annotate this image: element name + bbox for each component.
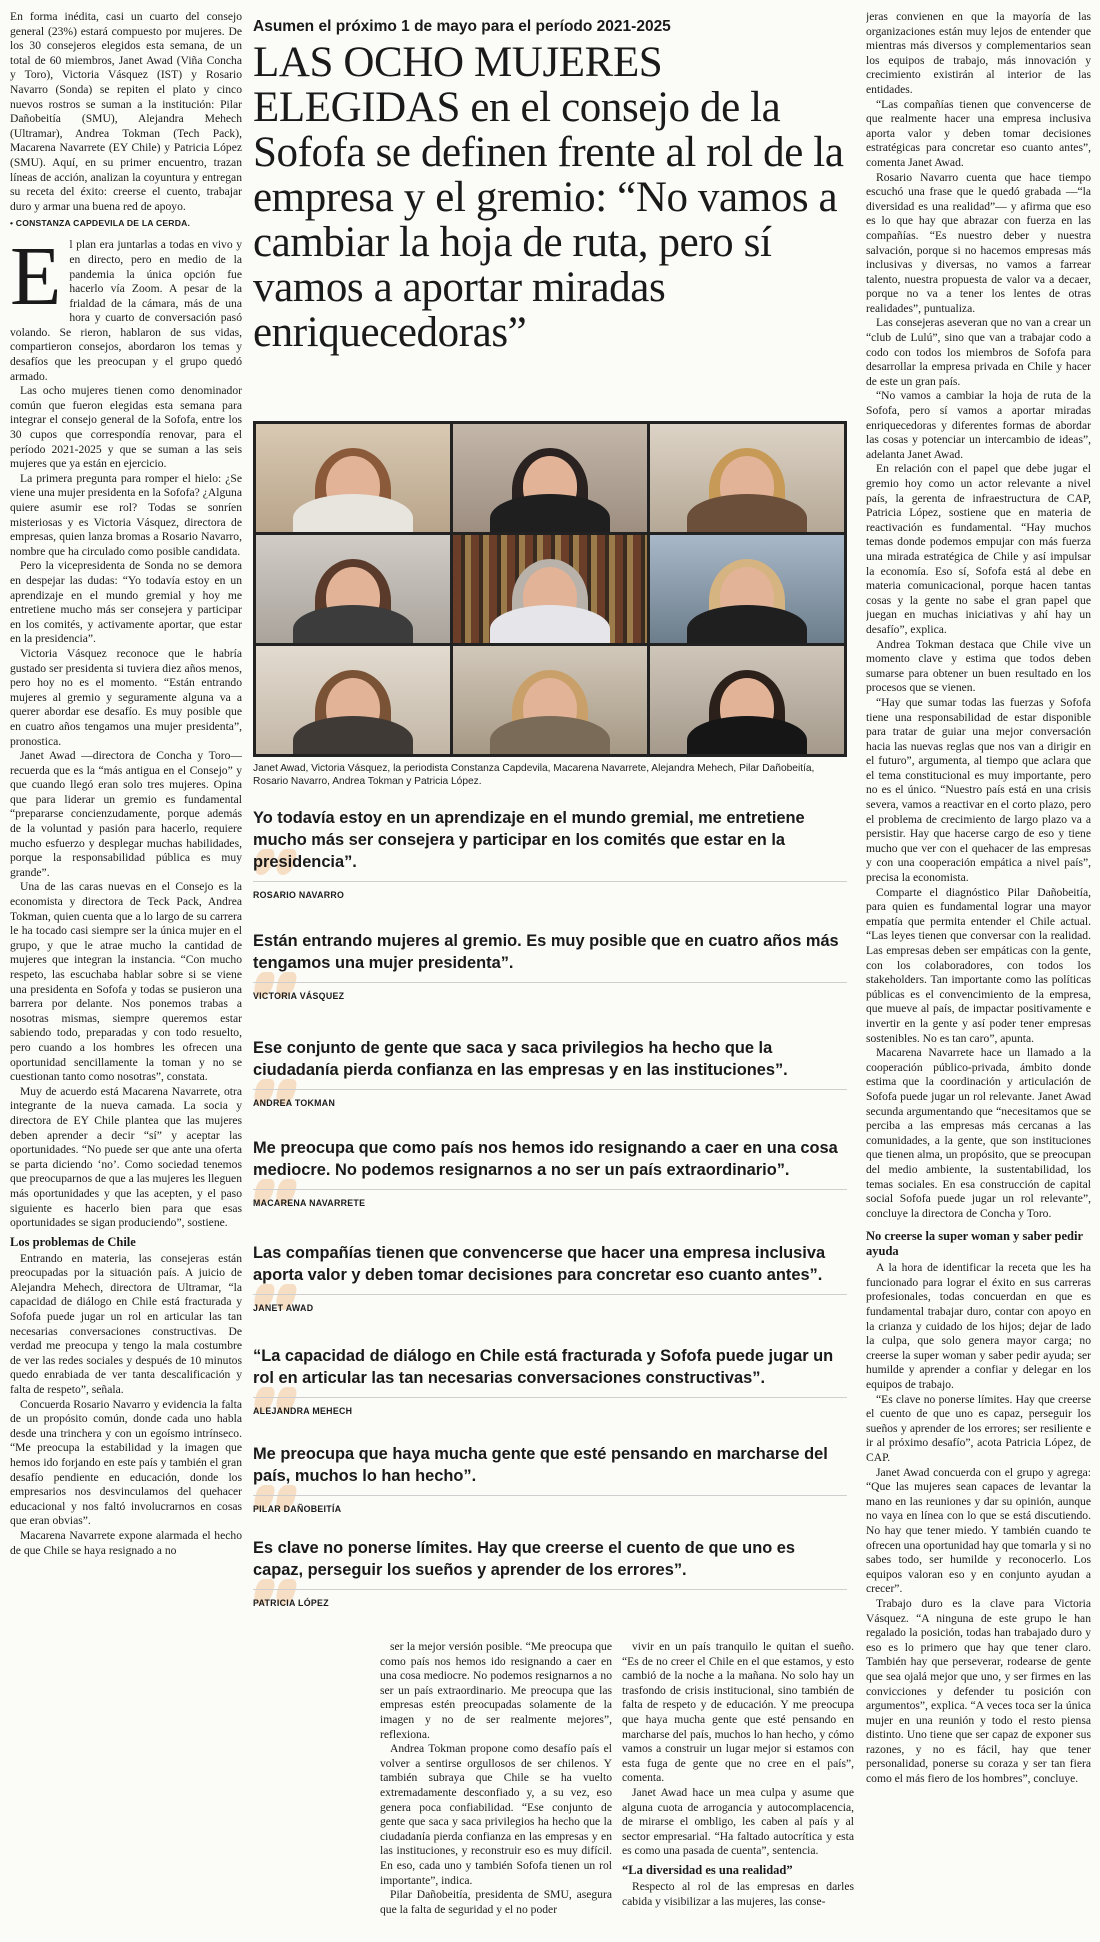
photo-tile — [256, 535, 450, 643]
quote-divider — [253, 1397, 847, 1398]
body-paragraph: Andrea Tokman propone como desafío país el volver a sentirse orgullosos de ser chilenos. Y también subraya que Chile se ha vuelto extremadamente desconfiado y, a su vez, eso genera poca confiabilidad. “Ese conjunto de gente que saca y saca privilegios ha hecho que la ciudadanía pierda confianza en las empresas y en las instituciones, y reconstruir eso es muy difícil. En eso, cada uno y también Sofofa tienen un rol importante”, indica. — [380, 1742, 612, 1887]
quote-divider — [253, 982, 847, 983]
byline: • CONSTANZA CAPDEVILA DE LA CERDA. — [10, 218, 191, 229]
subheading-superwoman: No creerse la super woman y saber pedir ayuda — [866, 1229, 1083, 1259]
column-center-left — [380, 1640, 612, 1936]
photo-tile — [650, 424, 844, 532]
quote-divider — [253, 1589, 847, 1590]
subheading-diversidad: “La diversidad es una realidad” — [622, 1862, 793, 1877]
headline-rest: en el consejo de la Sofofa se definen frente al rol de la empresa y el gremio: “No vamos a cambiar la hoja de ruta, pero sí vamos a aportar miradas enriquecedoras” — [253, 84, 844, 356]
drop-cap: E — [10, 230, 62, 324]
quote-author: ROSARIO NAVARRO — [253, 890, 345, 900]
body-paragraph: Comparte el diagnóstico Pilar Dañobeitía, para quien es fundamental lograr una mayor empatía que permita entender el Chile actual. “Las leyes tienen que conversar con la realidad. Las empresas deben ser empáticas con la gente, con los colaboradores, con todos los stakeholders. Tan importante como las políticas públicas es el convencimiento de la empresa, que mueve al país, de impactar positivamente e invertir en la gente y así poder tener empresas sostenibles. No es tan caro”, apunta. — [866, 885, 1091, 1045]
pull-quote — [253, 1537, 847, 1608]
quote-text: “La capacidad de diálogo en Chile está fracturada y Sofofa puede jugar un rol en articular las tan necesarias conversaciones constructivas”. — [253, 1347, 834, 1387]
body-paragraph: Trabajo duro es la clave para Victoria Vásquez. “A ninguna de este grupo le han regalado la posición, todas han trabajado duro y eso es lo primero que hay que tener claro. También hay que perseverar, rodearse de gente que sea ojalá mejor que uno, y ser firmes en las convicciones y defender tu posición con argumentos”, explica. “A veces toca ser la única mujer en una reunión y todo el resto piensa distinto. Uno tiene que ser capaz de exponer sus razones, y no es fácil, hay que tener personalidad, ponerse su coraza y ser tan fiera como el más fiero de los hombres”, concluye. — [866, 1596, 1091, 1786]
body-paragraph: Entrando en materia, las consejeras están preocupadas por la situación país. A juicio de Alejandra Mehech, directora de Ultramar, “la capacidad de diálogo en Chile está fracturada y Sofofa puede jugar un rol en articular las tan necesarias conversaciones constructivas. De verdad me preocupa y tengo la mala costumbre de ver las redes sociales y después de 10 minutos quedo enrabiada de ver tanta descalificación y falta de respeto”, señala. — [10, 1251, 242, 1397]
body-paragraph: Pilar Dañobeitía, presidenta de SMU, asegura que la falta de seguridad y el no poder — [380, 1888, 612, 1916]
quote-author: JANET AWAD — [253, 1303, 314, 1313]
photo-tile — [453, 646, 647, 754]
body-paragraph: “Hay que sumar todas las fuerzas y Sofofa tiene una responsabilidad de estar disponible para tratar de guiar una mejor conversación hacia las nuevas reglas que nos van a dirigir en el futuro”, argumenta, al tiempo que aclara que el tema constitucional es muy importante, pero no es el único. “Nuestro país está en una crisis severa, vamos a reactivar en el corto plazo, pero el problema de crecimiento de largo plazo va a persistir. Hay que hacerse cargo de eso y tiene mucho que ver con el quehacer de las empresas y con una cooperación empática a nivel país”, precisa la economista. — [866, 695, 1091, 885]
quote-divider — [253, 1495, 847, 1496]
body-paragraph: En relación con el papel que debe jugar el gremio hoy como un actor relevante a nivel país, la gerenta de infraestructura de CAP, Patricia López, sostiene que en materia de reactivación es fundamental. “Hay muchos temas donde podemos empujar con más fuerza una mirada estratégica de Chile y así impulsar la economía. Eso sí, Sofofa está al debe en materia comunicacional, porque hacen tantas cosas y la gente no sabe el gran papel que juegan en muchas iniciativas y ahí hay un desafío”, explica. — [866, 462, 1091, 636]
body-paragraph: vivir en un país tranquilo le quitan el sueño. “Es de no creer el Chile en el que estamos, y esto cambió de la noche a la mañana. No solo hay un trasfondo de crisis institucional, sino también de falta de respeto y de educación. Y me preocupa que haya mucha gente que esté pensando en marcharse del país, muchos lo han hecho, y cómo vamos a construir un lugar mejor si estamos con esta fuga de gente que no cree en el país”, comenta. — [622, 1640, 854, 1785]
zoom-photo — [253, 421, 847, 757]
photo-tile — [256, 646, 450, 754]
body-paragraph: Pero la vicepresidenta de Sonda no se demora en despejar las dudas: “Yo todavía estoy en un aprendizaje en el mundo gremial y hoy me entretiene mucho más ser consejera y participar en los comités, y activamente aportar, que estar en la presidencia”. — [10, 559, 242, 646]
body-paragraph: Las consejeras aseveran que no van a crear un “club de Lulú”, sino que van a trabajar codo a codo con todos los miembros de Sofofa para desarrollar la empresa privada en Chile y hacer de este un gran país. — [866, 316, 1091, 388]
body-paragraph: Una de las caras nuevas en el Consejo es la economista y directora de Teck Pack, Andrea Tokman, quien cuenta que a lo largo de su carrera le ha tocado casi siempre ser la única mujer en el grupo, y que le atrae mucho la cantidad de mujeres que integran la instancia. “Con mucho respeto, las escuchaba hablar sobre si se viene una presidenta en Sofofa y todas se pusieron una barrera por delante. Nos ponemos trabas a nosotras mismas, siempre queremos estar sabiendo todo, preparadas y con todo resuelto, pero cuando a los hombres les ofrecen una oportunidad sencillamente la toman y no se cuestionan tanto como nosotras”, constata. — [10, 880, 242, 1084]
pull-quote — [253, 1443, 847, 1514]
headline-bold: LAS OCHO MUJERES ELEGIDAS — [253, 39, 663, 131]
pull-quote — [253, 807, 847, 900]
body-paragraph: Macarena Navarrete hace un llamado a la cooperación público-privada, ámbito donde estima que la coordinación y articulación de Sofofa puede jugar un rol relevante. Janet Awad secunda argumentando que “necesitamos que se perciba a las empresas más cercanas a las comunidades, a la gente, que son instituciones que tienen alma, un propósito, que se preocupan del medio ambiente, la sustentabilidad, los temas sociales. En esa construcción de capital social Sofofa puede jugar un rol relevante”, concluye la directora de Concha y Toro. — [866, 1046, 1091, 1220]
body-paragraph: “Es clave no ponerse límites. Hay que creerse el cuento de que uno es capaz, perseguir los sueños y aprender de los errores; ser resiliente e ir al próximo desafío”, acota Patricia López, de CAP. — [866, 1392, 1091, 1464]
column-left — [10, 10, 242, 1935]
pull-quote — [253, 930, 847, 1001]
body-paragraph: Muy de acuerdo está Macarena Navarrete, otra integrante de la nueva camada. La socia y directora de EY Chile plantea que las mujeres deben aprender a decir “sí” y aceptar las oportunidades. “No puede ser que ante una oferta se parta diciendo ‘no’. Como sociedad tenemos que preocuparnos de que a las mujeres les lleguen más oportunidades y que las acepten, y el paso siguiente es hacerlo bien para que esas oportunidades se sigan produciendo”, sostiene. — [10, 1084, 242, 1230]
quote-text: Ese conjunto de gente que saca y saca privilegios ha hecho que la ciudadanía pierda confianza en las empresas y en las instituciones”. — [253, 1039, 788, 1079]
quote-author: ANDREA TOKMAN — [253, 1098, 336, 1108]
photo-caption: Janet Awad, Victoria Vásquez, la periodista Constanza Capdevila, Macarena Navarrete, Alejandra Mehech, Pilar Dañobeitía, Rosario Navarro, Andrea Tokman y Patricia López. — [253, 763, 815, 787]
pull-quote — [253, 1137, 847, 1208]
subheading-problemas: Los problemas de Chile — [10, 1234, 136, 1249]
body-paragraph: A la hora de identificar la receta que les ha funcionado para lograr el éxito en sus carreras profesionales, todas concuerdan en que es fundamental trabajar duro, contar con apoyo en la crianza y cuidado de los hijos; dejar de lado la culpa, que solo genera mayor carga; no creerse la super woman y saber pedir ayuda; ser humilde y aprender a confiar y delegar en los equipos de trabajo. — [866, 1261, 1091, 1392]
pull-quote — [253, 1037, 847, 1108]
pull-quote — [253, 1345, 847, 1416]
body-paragraph: “No vamos a cambiar la hoja de ruta de la Sofofa, pero sí vamos a aportar miradas enriquecedoras y diferentes formas de abordar las cosas y potenciar un intercambio de ideas”, adelanta Janet Awad. — [866, 389, 1091, 461]
quote-divider — [253, 1189, 847, 1190]
column-right — [866, 10, 1091, 1935]
body-paragraph: Concuerda Rosario Navarro y evidencia la falta de un propósito común, donde cada uno habla desde una trinchera y con un egoísmo intrínseco. “Me preocupa la estabilidad y la imagen que hemos ido forjando en este país y también el gran desafío pendiente en educación, donde los empresarios nos desvinculamos del quehacer educacional y nos faltó involucrarnos en cosas que eran obvias”. — [10, 1397, 242, 1528]
photo-tile — [453, 535, 647, 643]
body-paragraph: Macarena Navarrete expone alarmada el hecho de que Chile se haya resignado a no — [10, 1528, 242, 1557]
quote-divider — [253, 1294, 847, 1295]
body-paragraph: La primera pregunta para romper el hielo: ¿Se viene una mujer presidenta en la Sofofa? ¿Alguna quiere asumir ese rol? Todas se sonríen misteriosas y es Victoria Vásquez, directora de empresas, quien lanza bromas a Rosario Navarro, nombre que ha circulado como posible candidata. — [10, 471, 242, 558]
quote-author: PATRICIA LÓPEZ — [253, 1598, 329, 1608]
body-paragraph: Respecto al rol de las empresas en darles cabida y visibilizar a las mujeres, las conse- — [622, 1879, 854, 1908]
quote-text: Me preocupa que como país nos hemos ido resignando a caer en una cosa mediocre. No podemos resignarnos a no ser un país extraordinario”. — [253, 1139, 838, 1179]
body-paragraph: “Las compañías tienen que convencerse de que realmente hacer una empresa inclusiva aporta valor y deben tomar decisiones estratégicas para concretar eso cuanto antes”, comenta Janet Awad. — [866, 97, 1091, 169]
body-paragraph: ser la mejor versión posible. “Me preocupa que como país nos hemos ido resignando a caer en una cosa mediocre. No podemos resignarnos a no ser un país extraordinario. Me preocupa que las empresas estén preocupadas solamente de la imagen y no de ser realmente mejores”, reflexiona. — [380, 1640, 612, 1741]
body-paragraph: Janet Awad concuerda con el grupo y agrega: “Que las mujeres sean capaces de levantar la mano en las reuniones y dar su opinión, aunque no vaya en línea con lo que se está discutiendo. No hay que tener miedo. Y también cuando te ofrecen una oportunidad hay que tomarla y si no sabes todo, ser humilde y reconocerlo. Los equipos valoran eso y en conjunto ayudan a crecer”. — [866, 1465, 1091, 1596]
body-paragraph: Las ocho mujeres tienen como denominador común que fueron elegidas esta semana para integrar el consejo general de la Sofofa, entre los 30 cupos que correspondía renovar, para el período 2021-2025 y que se suman a las seis mujeres que ya están en ejercicio. — [10, 384, 242, 471]
right-first-paragraph: jeras convienen en que la mayoría de las organizaciones están muy lejos de entender que mientras más diversos y complementarios sean los equipos de trabajo, más innovación y crecimiento existirán al interior de las entidades. — [866, 10, 1091, 96]
quote-author: ALEJANDRA MEHECH — [253, 1406, 353, 1416]
body-paragraph: Janet Awad —directora de Concha y Toro— recuerda que es la “más antigua en el Consejo” y que cuando llegó eran solo tres mujeres. Opina que para liderar un gremio es fundamental “prepararse concienzudamente, porque además de la voluntad y pasión para hacerlo, requiere mucho esfuerzo y desplegar muchas habilidades, porque la responsabilidad pública es muy grande”. — [10, 749, 242, 879]
quote-author: MACARENA NAVARRETE — [253, 1198, 366, 1208]
photo-tile — [453, 424, 647, 532]
quote-text: Yo todavía estoy en un aprendizaje en el mundo gremial, me entretiene mucho más ser consejera y participar en los comités que estar en la presidencia”. — [253, 809, 805, 871]
quote-text: Están entrando mujeres al gremio. Es muy posible que en cuatro años más tengamos una mujer presidenta”. — [253, 932, 839, 972]
lead-paragraph: En forma inédita, casi un cuarto del consejo general (23%) estará compuesto por mujeres. De los 30 consejeros elegidos esta semana, de un total de 60 miembros, Janet Awad (Viña Concha y Toro), Victoria Vásquez (IST) y Rosario Navarro (Sonda) se repiten el plato y cinco nuevos rostros se suman a la institución: Pilar Dañobeitía (SMU), Alejandra Mehech (Ultramar), Andrea Tokman (Tech Pack), Macarena Navarrete (EY Chile) y Patricia López (SMU). Aquí, en su primer encuentro, trazan líneas de acción, analizan la coyuntura y entregan su receta del éxito: creerse el cuento, trabajar duro y armar una buena red de apoyo. — [10, 10, 242, 213]
column-center-right — [622, 1640, 854, 1936]
header-block — [253, 18, 853, 418]
photo-tile — [650, 535, 844, 643]
pull-quote — [253, 1242, 847, 1313]
quote-text: Es clave no ponerse límites. Hay que creerse el cuento de que uno es capaz, perseguir los sueños y aprender de los errores”. — [253, 1539, 796, 1579]
photo-tile — [256, 424, 450, 532]
headline — [253, 40, 853, 355]
quote-text: Me preocupa que haya mucha gente que esté pensando en marcharse del país, muchos lo han hecho”. — [253, 1445, 828, 1485]
quote-author: PILAR DAÑOBEITÍA — [253, 1504, 342, 1514]
kicker: Asumen el próximo 1 de mayo para el período 2021-2025 — [253, 18, 671, 35]
body-paragraph: Victoria Vásquez reconoce que le habría gustado ser presidenta si tuviera diez años menos, pero hoy no es el momento. “Están entrando mujeres al gremio y seguramente alguna va a querer abordar ese desafío. Es muy posible que en cuatro años tengamos una mujer presidenta”, pronostica. — [10, 646, 242, 748]
quote-text: Las compañías tienen que convencerse que hacer una empresa inclusiva aporta valor y deben tomar decisiones para concretar eso cuanto antes”. — [253, 1244, 826, 1284]
photo-tile — [650, 646, 844, 754]
quote-divider — [253, 881, 847, 882]
quote-divider — [253, 1089, 847, 1090]
body-paragraph: Janet Awad hace un mea culpa y asume que alguna cuota de arrogancia y autocomplacencia, de mirarse el ombligo, les caben al país y al sector empresarial. “Ha faltado autocrítica y esta es como una pasada de cuenta”, sentencia. — [622, 1785, 854, 1858]
first-paragraph: El plan era juntarlas a todas en vivo y en directo, pero en medio de la pandemia la única opción fue hacerlo vía Zoom. A pesar de la frialdad de la cámara, más de una hora y cuarto de conversación pasó volando. Se rieron, hablaron de sus vidas, compartieron consejos, abordaron los temas y desafíos que les preocupan y el grupo quedó armado. — [10, 230, 242, 383]
body-paragraph: Rosario Navarro cuenta que hace tiempo escuchó una frase que le quedó grabada —“la diversidad es una realidad”— y afirma que eso es lo que hay que abrazar con fuerza en las compañías. “Es nuestro deber y nuestra salvación, porque si no hacemos empresas más inclusivas y diversas, no vamos a farrear talento, nuestra propuesta de valor va a decaer, porque no va a tener los lentes de otras realidades”, puntualiza. — [866, 170, 1091, 315]
quote-author: VICTORIA VÁSQUEZ — [253, 991, 345, 1001]
body-paragraph: Andrea Tokman destaca que Chile vive un momento clave y estima que todos deben sumarse para obtener un buen resultado en los procesos que se vienen. — [866, 637, 1091, 695]
